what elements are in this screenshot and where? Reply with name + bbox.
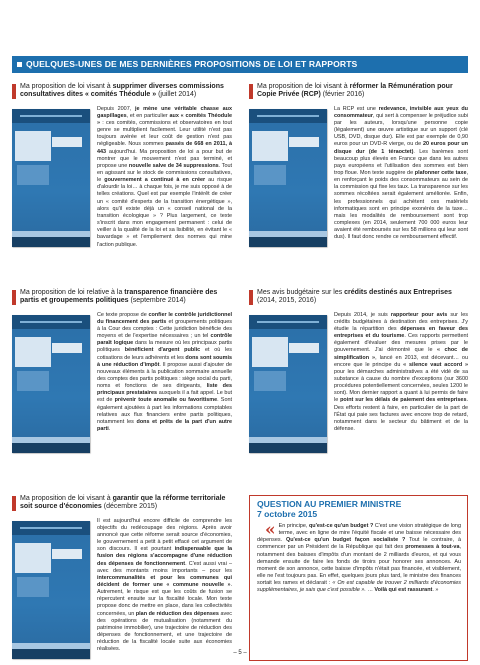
text-run: point sur les délais de paiement des entreprises <box>340 397 467 404</box>
text-run: (décembre 2015) <box>101 503 158 511</box>
question-heading <box>257 500 461 519</box>
text-run: supprimer diverses commissions consultatives dites « comités Théodule » <box>20 83 224 99</box>
text-run: . <box>108 426 111 433</box>
text-run: « On est capable de trouver 2 milliards d'économies supplémentaires, je sais que c'est possible ». <box>257 580 461 594</box>
section-title <box>249 83 468 100</box>
text-run: liste des principaux prestataires <box>97 383 232 397</box>
text-run: gouvernement a continué à en créer <box>104 177 206 184</box>
report-cover-image <box>249 315 327 453</box>
text-run: contrôle paraît logique <box>97 333 232 347</box>
section-title <box>249 289 468 306</box>
text-run: crédits destinés aux Entreprises <box>344 289 452 296</box>
text-run: promesses à tout-va <box>405 544 460 551</box>
quote-mark-icon: « <box>265 520 276 540</box>
text-run: bénéficient d'argent public <box>124 347 201 354</box>
text-run: , lancé en 2013, est décevant… ou encore que le principe du <box>334 354 468 368</box>
report-cover-image <box>12 315 90 453</box>
text-run: sur les crédits budgétaires à destination des entreprises. J'y étudie la répartition des <box>334 311 469 332</box>
text-run: pour les démarches administratives a été vidé de sa substance à cause du nombre d'exceptions (sur 3600 procédures potentiellement concernées, seules 1200 le sont). Mon dernier rapport a quant à lui permis de faire le <box>334 368 468 404</box>
text-run: C'est une vision stratégique de long terme, avec en ligne de mire l'équité fiscale et une baisse nécessaire des dépenses. <box>257 523 461 544</box>
section-title <box>12 289 232 306</box>
section-copie-privee <box>249 83 468 249</box>
section-title <box>12 495 232 512</box>
text-run: (2014, 2015, 2016) <box>257 297 317 305</box>
text-run: Ma proposition de loi visant à <box>20 83 113 90</box>
text-run: dans la mesure où les principaux partis politiques <box>97 340 232 354</box>
text-run: dons et prêts de la part d'un autre parti <box>97 418 232 433</box>
text-run: . Sont également ajoutées à part les informations comptables relatives aux flux financiers entre partis politiques, notamment les <box>97 397 232 425</box>
text-run: Tout le contraire, à commencer par un Président de la République qui fait des <box>257 537 461 551</box>
text-run: Ma proposition de loi visant à <box>20 495 113 502</box>
text-run: . Il propose aussi d'ajouter de nouveaux éléments à la publication sommaire annuelle des comptes des partis politiques : siège social du parti, noms et fonctions de ses dirigeants, <box>97 361 232 390</box>
question-heading-line2: 7 octobre 2015 <box>257 508 318 519</box>
text-run: rapporteur pour avis <box>390 311 448 318</box>
text-run: . Les barèmes sont beaucoup plus élevés en France que dans les autres pays européens et l'utilisation des sommes est bien trop floue. Mon texte suggère de <box>334 148 468 176</box>
text-run: réformer la Rémunération pour Copie Privée (RCP) <box>257 83 453 99</box>
banner-bullet-icon <box>17 62 22 67</box>
section-transparence-partis <box>12 289 232 455</box>
text-run: aujourd'hui. Ma proposition de loi a pour but de montrer que le mouvement n'est pas terminé, et propose une <box>97 148 232 169</box>
text-run: et groupements politiques à la Cour des comptes : Cette juridiction bénéficie des moyens et de l'expertise nécessaires ; un tel <box>97 318 232 340</box>
text-run: plafonner cette taxe <box>414 170 467 176</box>
section-banner <box>12 56 468 73</box>
text-run: avec des opérations de mutualisation (notamment du patrimoine immobilier), une trajectoire de réduction des dépenses de fonctionnement, et une trajectoire de réduction de la fiscalité locale suite aux économies réalisées. <box>97 610 232 653</box>
text-run: auxquels il a fait appel. Le but est de <box>97 390 232 404</box>
text-run: Mes avis budgétaire sur les <box>257 289 345 296</box>
text-run: : ces comités, commissions et observatoires en tout genre se multiplient facilement. Leur utilité n'est pas toujours avérée et leur coût de gestion n'est pas négligeable. Nous sommes <box>97 119 232 148</box>
text-run: . C'est aussi vrai – avec des montants moins importants – pour les <box>97 560 232 574</box>
text-run: dépenses en faveur des entreprises et du tourisme <box>334 325 468 340</box>
text-run: , notamment des baisses d'impôts d'un montant de 2 milliards d'euros, et qui vous demande ensuite de faire les fonds de tiroirs pour honorer ses annonces. Au moment de son annonce, cette baisse d'impôts n'était pas financée, et visiblement, elle ne l'est toujours pas. En effet, quelques jours plus tard, le ministre des finances sortait les rames et déclarait : <box>257 544 461 587</box>
text-run: et où les cotisations de leurs adhérents et les <box>97 347 232 361</box>
text-run: garantir que la réforme territoriale soit source d'économies <box>20 495 226 511</box>
text-run: Depuis 2007, <box>97 105 135 112</box>
text-run: aux « comités Théodule » <box>97 112 232 126</box>
section-title <box>12 83 232 100</box>
text-run: Ma proposition de loi visant à <box>257 83 350 90</box>
text-run: redevance, invisible aux yeux du consommateur <box>334 105 468 119</box>
text-run: En principe, <box>278 523 309 529</box>
text-run: Voilà qui est rassurant <box>374 587 433 594</box>
text-run: (juillet 2014) <box>156 91 197 99</box>
text-run: . Tout en agissant sur le stock de commissions consultatives, le <box>97 162 233 184</box>
text-run: Ce texte propose de <box>97 311 149 318</box>
question-body <box>257 520 461 594</box>
text-run: prévenir toute anomalie ou favoritisme <box>114 397 218 404</box>
text-run: Qu'est-ce qu'un budget façon socialiste ? <box>285 537 406 544</box>
text-run: je mène une véritable chasse aux gaspillages <box>97 105 233 119</box>
text-run: indispensable que la fusion des régions s'accompagne d'une réduction des dépenses de fonctionnement <box>97 546 232 567</box>
text-run: , en renforçant le poids des consommateurs au sein de la commission qui fixe les taux. La transparence sur les sommes récoltées serait également améliorée. Enfin, les professionnels qui achètent ces matériels informatiques sont en principe exonérés de la taxe… mais les modalités de remboursement sont trop complexes (en 2014, seulement 700 000 euros leur avaient été remboursés sur les 58 millions qui leur sont dus). Il faut donc rendre ce remboursement effectif. <box>334 170 468 241</box>
text-run: , qui sert à compenser le préjudice subi par les auteurs, lorsqu'une personne copie (légalement) une œuvre artistique sur un support (clé USB, DVD, disque dur). Elle est par exemple de 0,90 euros pour un DVD-R vierge, ou de <box>334 112 468 148</box>
text-run: . Des efforts restent à faire, en particulier de la part de l'État qui paie ses factures avec encore trop de retard, notamment dans le secteur du bâtiment et de la défense. <box>334 397 468 433</box>
text-run: . Autrement, le risque est que les coûts de fusion se répercutent ensuite sur la fiscalité locale. Mon texte propose donc de mettre en place, dans les collectivités concernées, un <box>97 582 232 617</box>
text-run: qu'est-ce qu'un budget ? <box>308 523 374 529</box>
section-reforme-territoriale <box>12 495 232 661</box>
text-run: … <box>365 587 375 594</box>
report-cover-image <box>249 109 327 247</box>
section-credits-entreprises <box>249 289 468 455</box>
text-run: confier le contrôle juridictionnel du financement des partis <box>97 311 233 325</box>
text-run: Depuis 2014, je suis <box>334 311 391 318</box>
text-run: intercommunalités et pour les communes qui décident de former une « commune nouvelle » <box>97 574 232 588</box>
text-run: « silence vaut accord » <box>403 361 468 368</box>
text-run: transparence financière des partis et groupements politiques <box>20 289 218 305</box>
page-number: – 5 – <box>233 650 247 656</box>
text-run: 20 euros pour un disque dur (de 1 téraoctet) <box>334 141 468 155</box>
text-run: La RCP est une <box>334 105 379 112</box>
report-cover-image <box>12 521 90 659</box>
section-comites-theodule <box>12 83 232 249</box>
text-run: passés de 668 en 2011, à 443 <box>97 141 232 155</box>
text-run: Ma proposition de loi relative à la <box>20 289 125 296</box>
text-run: (septembre 2014) <box>128 297 186 305</box>
text-run: « choc de simplification » <box>334 347 468 361</box>
question-box <box>249 495 468 661</box>
text-run: . Ces rapports permettent également d'évaluer des mesures prises par le gouvernement. J'ai démontré que le <box>334 333 469 354</box>
text-run: (février 2016) <box>320 91 365 99</box>
text-run: Il est aujourd'hui encore difficile de comprendre les objectifs du redécoupage des régions. Après avoir annoncé que cette réforme serait source d'économies, le gouvernement a petit à petit effacé cet argument de son discours. Il est pourtant <box>97 517 232 553</box>
text-run: dons sont soumis à une réduction d'impôt <box>97 354 232 368</box>
text-run: nouvelle salve de 34 suppressions <box>128 162 219 169</box>
text-run: plan de réduction des dépenses <box>135 610 219 617</box>
report-cover-image <box>12 109 90 247</box>
banner-title: QUELQUES-UNES DE MES DERNIÈRES PROPOSITIONS DE LOI ET RAPPORTS <box>26 59 358 69</box>
text-run: , et en particulier <box>126 112 170 119</box>
text-run: . » <box>432 587 439 594</box>
question-heading-line1: QUESTION AU PREMIER MINISTRE <box>257 499 402 509</box>
text-run: au risque d'alourdir la loi… à chaque fois, je me suis opposé à de telles créations. Quel est par exemple l'intérêt de créer un « comité d'experts de la transition énergétique », alors qu'il existe déjà un « conseil national de la transition écologique » ? Plus largement, ce texte s'inscrit dans mon engagement permanent : celui de veiller à la qualité de la loi et sa lisibilité, en évitant le « bavardage » et l'empilement des normes qui mine l'action publique. <box>97 177 233 248</box>
